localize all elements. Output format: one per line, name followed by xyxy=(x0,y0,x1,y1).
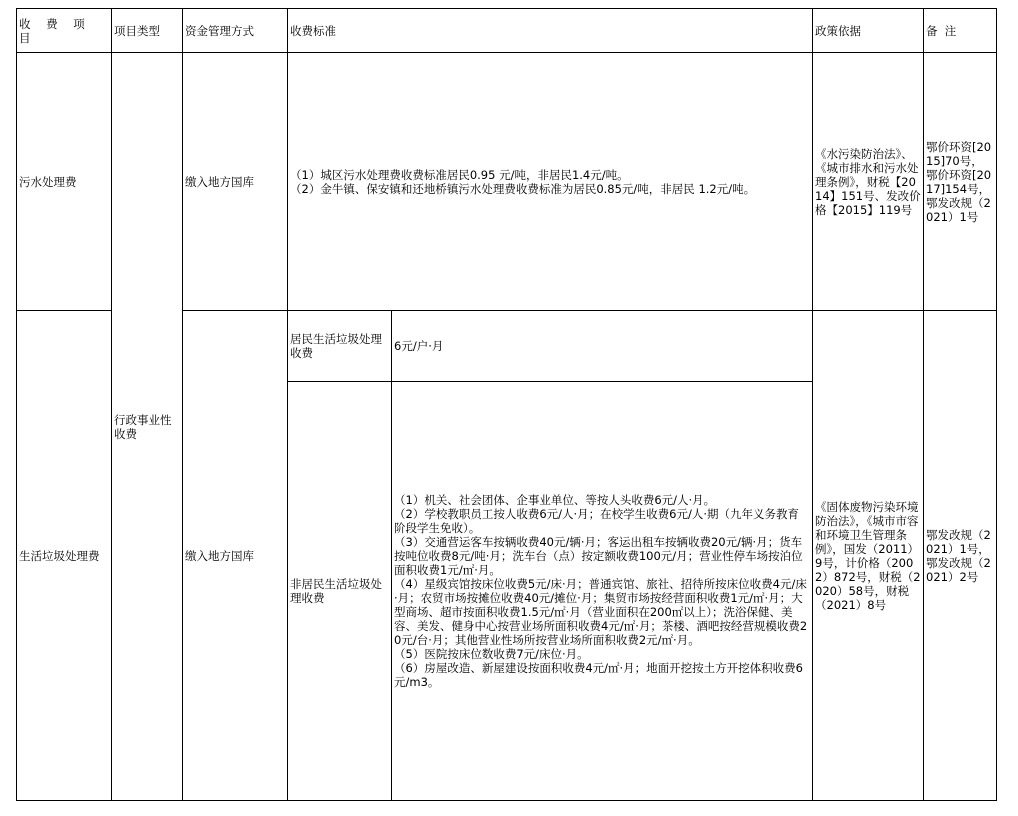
garbage-name: 生活垃圾处理费 xyxy=(17,311,112,801)
garbage-basis: 《固体废物污染环境防治法》，《城市市容和环境卫生管理条例》，国发（2011）9号，计价格（2002）872号，财税（2020）58号，财税（2021）8号 xyxy=(813,311,924,801)
header-type: 项目类型 xyxy=(112,9,183,53)
nonresident-label: 非居民生活垃圾处理收费 xyxy=(288,382,392,801)
garbage-fund-mode: 缴入地方国库 xyxy=(183,311,288,801)
resident-label: 居民生活垃圾处理收费 xyxy=(288,311,392,382)
sewage-fund-mode: 缴入地方国库 xyxy=(183,53,288,311)
header-basis: 政策依据 xyxy=(813,9,924,53)
nonresident-value: （1）机关、社会团体、企事业单位、等按人头收费6元/人·月。 （2）学校教职员工按人收费6元/人·月；在校学生收费6元/人·期（九年义务教育阶段学生免收）。 （3）交通营运客车按辆收费40元/辆·月；客运出租车按辆收费20元/辆·月；货车按吨位收费8元/吨·月；洗车台（点）按定额收费100元/月；营业性停车场按泊位面积收费1元/㎡·月。 （4）星级宾馆按床位收费5元/床·月；普通宾馆、旅社、招待所按床位收费4元/床·月；农贸市场按摊位收费40元/摊位·月；集贸市场按经营面积收费1元/㎡·月；大型商场、超市按面积收费1.5元/㎡·月（营业面积在200㎡以上）；洗浴保健、美容、美发、健身中心按营业场所面积收费4元/㎡·月；茶楼、酒吧按经营规模收费20元/台·月；其他营业性场所按营业场所面积收费2元/㎡·月。 （5）医院按床位数收费7元/床位·月。 （6）房屋改造、新屋建设按面积收费4元/㎡·月；地面开挖按土方开挖体积收费6元/m3。 xyxy=(392,382,813,801)
garbage-remarks: 鄂发改规（2021）1号，鄂发改规（2021）2号 xyxy=(924,311,997,801)
sewage-basis: 《水污染防治法》、《城市排水和污水处理条例》，财税【2014】151号、发改价格【2015】119号 xyxy=(813,53,924,311)
header-standard: 收费标准 xyxy=(288,9,813,53)
header-remarks: 备 注 xyxy=(924,9,997,53)
project-type: 行政事业性收费 xyxy=(112,53,183,801)
header-project: 收 费 项 目 xyxy=(17,9,112,53)
resident-value: 6元/户·月 xyxy=(392,311,813,382)
header-row xyxy=(17,9,997,53)
header-fund-mode: 资金管理方式 xyxy=(183,9,288,53)
sewage-name: 污水处理费 xyxy=(17,53,112,311)
table-row xyxy=(17,53,997,311)
sewage-standard: （1）城区污水处理费收费标准居民0.95 元/吨，非居民1.4元/吨。 （2）金牛镇、保安镇和还地桥镇污水处理费收费标准为居民0.85元/吨，非居民 1.2元/吨。 xyxy=(288,53,813,311)
fee-table xyxy=(16,8,997,801)
sewage-remarks: 鄂价环资[2015]70号，鄂价环资[2017]154号，鄂发改规（2021）1号 xyxy=(924,53,997,311)
